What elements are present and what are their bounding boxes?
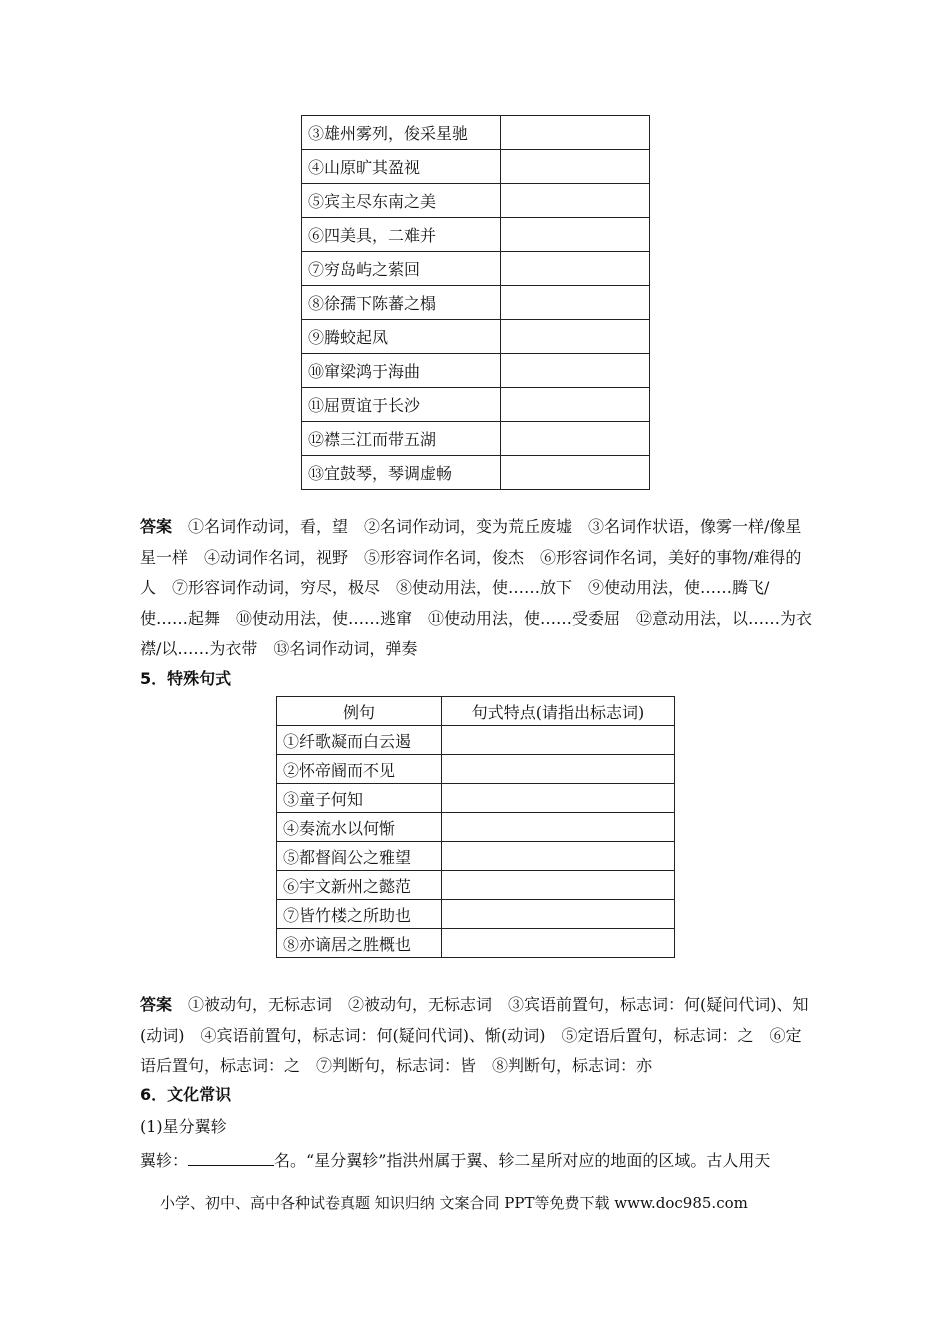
fill-blank[interactable] <box>188 1149 274 1166</box>
table-cell: ⑧亦谪居之胜概也 <box>277 929 442 958</box>
table-header-row <box>277 697 675 726</box>
answer-cell[interactable] <box>501 184 650 218</box>
table-row <box>277 755 675 784</box>
answer-cell[interactable] <box>501 456 650 490</box>
column-header: 例句 <box>277 697 442 726</box>
answer-text: ①被动句，无标志词 ②被动句，无标志词 ③宾语前置句，标志词：何(疑问代词)、知(动词) ④宾语前置句，标志词：何(疑问代词)、惭(动词) ⑤定语后置句，标志词：之 ⑥定语后置句，标志词：之 ⑦判断句，标志词：皆 ⑧判断句，标志词：亦 <box>140 995 809 1075</box>
section-title-5: 5．特殊句式 <box>140 669 232 688</box>
table-row <box>302 184 650 218</box>
answer-cell[interactable] <box>442 842 675 871</box>
table-row <box>277 900 675 929</box>
table-cell: ⑥四美具，二难并 <box>302 218 501 252</box>
table-row <box>277 726 675 755</box>
table-cell: ④山原旷其盈视 <box>302 150 501 184</box>
table-row <box>302 286 650 320</box>
answer-label: 答案 <box>140 517 173 536</box>
answer-cell[interactable] <box>501 218 650 252</box>
answer-cell[interactable] <box>442 726 675 755</box>
fill-in-line <box>140 1148 770 1171</box>
table-cell: ⑪屈贾谊于长沙 <box>302 388 501 422</box>
table-row <box>277 871 675 900</box>
table-row <box>302 218 650 252</box>
answer-cell[interactable] <box>501 116 650 150</box>
table-cell: ⑦皆竹楼之所助也 <box>277 900 442 929</box>
answer-label: 答案 <box>140 995 173 1014</box>
table-cell: ③童子何知 <box>277 784 442 813</box>
answer-cell[interactable] <box>442 755 675 784</box>
table-cell: ⑧徐孺下陈蕃之榻 <box>302 286 501 320</box>
table-row <box>302 422 650 456</box>
table-cell: ⑨腾蛟起凤 <box>302 320 501 354</box>
table-row <box>302 456 650 490</box>
table-row <box>302 320 650 354</box>
answer-text: ①名词作动词，看，望 ②名词作动词，变为荒丘废墟 ③名词作状语，像雾一样/像星星一样 ④动词作名词，视野 ⑤形容词作名词，俊杰 ⑥形容词作名词，美好的事物/难得的人 ⑦形容词作动词，穷尽，极尽 ⑧使动用法，使……放下 ⑨使动用法，使……腾飞/使……起舞 ⑩使动用法，使……逃窜 ⑪使动用法，使……受委屈 ⑫意动用法，以……为衣襟/以……为衣带 ⑬名词作动词，弹奏 <box>140 517 813 658</box>
answer-cell[interactable] <box>501 286 650 320</box>
table-row <box>302 252 650 286</box>
table-cell: ③雄州雾列，俊采星驰 <box>302 116 501 150</box>
table-cell: ⑩窜梁鸿于海曲 <box>302 354 501 388</box>
table-row <box>277 842 675 871</box>
answer-cell[interactable] <box>442 900 675 929</box>
table-cell: ④奏流水以何惭 <box>277 813 442 842</box>
page-footer: 小学、初中、高中各种试卷真题 知识归纳 文案合同 PPT等免费下载 www.doc985.com <box>160 1194 748 1212</box>
vocabulary-table <box>301 115 650 490</box>
subsection-title: (1)星分翼轸 <box>140 1117 227 1136</box>
table-row <box>277 784 675 813</box>
answer-cell[interactable] <box>442 929 675 958</box>
table-cell: ⑤宾主尽东南之美 <box>302 184 501 218</box>
answer-cell[interactable] <box>501 388 650 422</box>
column-header: 句式特点(请指出标志词) <box>442 697 675 726</box>
line-suffix: 名。“星分翼轸”指洪州属于翼、轸二星所对应的地面的区域。古人用天 <box>274 1151 771 1170</box>
table-row <box>302 116 650 150</box>
table-cell: ⑥宇文新州之懿范 <box>277 871 442 900</box>
table-row <box>302 388 650 422</box>
answer-paragraph-2 <box>140 990 816 1082</box>
answer-cell[interactable] <box>501 150 650 184</box>
table-cell: ②怀帝阍而不见 <box>277 755 442 784</box>
table-row <box>277 813 675 842</box>
answer-cell[interactable] <box>442 813 675 842</box>
table-row <box>302 354 650 388</box>
table-row <box>302 150 650 184</box>
table-row <box>277 929 675 958</box>
line-prefix: 翼轸： <box>140 1151 189 1170</box>
table-cell: ⑦穷岛屿之萦回 <box>302 252 501 286</box>
answer-cell[interactable] <box>501 422 650 456</box>
table-cell: ⑤都督阎公之雅望 <box>277 842 442 871</box>
answer-paragraph-1 <box>140 512 816 665</box>
section-title-6: 6．文化常识 <box>140 1085 232 1104</box>
answer-cell[interactable] <box>442 871 675 900</box>
answer-cell[interactable] <box>501 252 650 286</box>
table-cell: ⑫襟三江而带五湖 <box>302 422 501 456</box>
answer-cell[interactable] <box>501 354 650 388</box>
table-cell: ①纤歌凝而白云遏 <box>277 726 442 755</box>
sentence-pattern-table <box>276 696 675 958</box>
answer-cell[interactable] <box>442 784 675 813</box>
table-cell: ⑬宜鼓琴，琴调虚畅 <box>302 456 501 490</box>
answer-cell[interactable] <box>501 320 650 354</box>
